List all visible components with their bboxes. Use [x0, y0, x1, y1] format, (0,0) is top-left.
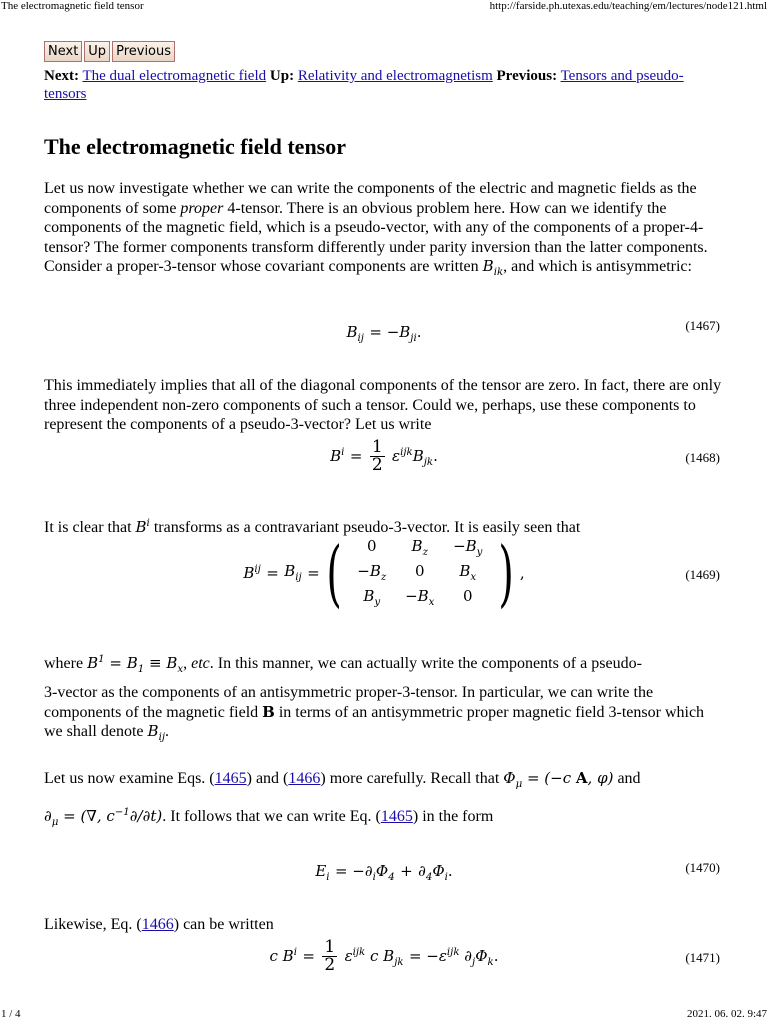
math-B-vector: B: [262, 702, 275, 721]
up-link[interactable]: Relativity and electromagnetism: [297, 68, 493, 84]
paragraph-examine: Let us now examine Eqs. (1465) and (1466) more carefully. Recall that $\Phi_\mu = (-c$ A, φ) and: [44, 769, 641, 790]
next-label: Next:: [44, 68, 79, 84]
navigation-links: [44, 67, 724, 103]
equation-1469: $B^{ij}$ = $B_{ij}$ = ( 0 $B_z$ $-B_y$ $-B_z$ 0 $B_x$ $B_y$ $-B_x$ 0 ) ,: [243, 530, 525, 615]
paragraph-examine-cont: $\partial_\mu$ = (∇, $c^{-1}\partial/\partial t$). It follows that we can write Eq. (1465) in the form: [44, 807, 494, 828]
equation-1471: c $B^i$ = $\frac{1}{2}$ $\varepsilon^{ijk}$ c $B_{jk} = -\varepsilon^{ijk}$ $\partial_j\Phi_k$.: [269, 937, 499, 975]
previous-link[interactable]: Tensors and pseudo-tensors: [44, 68, 684, 102]
page-counter: 1 / 4: [1, 1008, 21, 1020]
eq-ref-1465[interactable]: 1465: [214, 770, 247, 787]
previous-label: Previous:: [496, 68, 558, 84]
up-label: Up:: [269, 68, 295, 84]
eq-ref-1466[interactable]: 1466: [288, 770, 321, 787]
paragraph-intro: Let us now investigate whether we can write the components of the electric and magnetic fields as the components of some proper 4-tensor. There is an obvious problem here. How can we identify the components of the magnetic field, which is a pseudo-vector, with any of the components of a proper-4-tensor? The former components transform differently under parity inversion than the latter components. Consider a proper-3-tensor whose covariant components are written $B_{ik}$, and which is antisymmetric:: [44, 180, 708, 279]
print-footer: [0, 1008, 768, 1022]
equation-number-1467: (1467): [685, 318, 720, 333]
print-timestamp: 2021. 06. 02. 9:47: [686, 1008, 767, 1020]
next-link[interactable]: The dual electromagnetic field: [82, 68, 267, 84]
previous-button[interactable]: Previous: [112, 41, 175, 62]
equation-1468: $B^i$ = $\frac{1}{2}$ $\varepsilon^{ijk}B_{jk}$.: [330, 437, 438, 475]
paragraph-diagonal: This immediately implies that all of the diagonal components of the tensor are zero. In fact, there are only three independent non-zero components of such a tensor. Could we, perhaps, use these components to represent the components of a pseudo-3-vector? Let us write: [44, 377, 722, 434]
up-button[interactable]: Up: [84, 41, 110, 62]
paragraph-likewise: Likewise, Eq. (1466) can be written: [44, 916, 274, 933]
equation-1470: $E_i = -\partial_i\Phi_4 + \partial_4\Phi_i$.: [315, 862, 453, 883]
paragraph-antisymmetric: where $B^1 = B_1 \equiv B_x$, etc. In this manner, we can actually write the components of a pseudo-: [44, 654, 642, 675]
next-button[interactable]: Next: [44, 41, 82, 62]
print-header: [0, 0, 768, 14]
nav-buttons: [44, 41, 175, 62]
equation-number-1471: (1471): [685, 950, 720, 965]
header-title: The electromagnetic field tensor: [1, 0, 144, 12]
equation-number-1468: (1468): [685, 450, 720, 465]
equation-1467: $B_{ij} = -B_{ji}$.: [346, 323, 422, 344]
math-B-ik: $B_{ik}$: [482, 257, 504, 279]
equation-number-1469: (1469): [685, 567, 720, 582]
equation-number-1470: (1470): [685, 860, 720, 875]
header-url: http://farside.ph.utexas.edu/teaching/em/lectures/node121.html: [489, 0, 767, 12]
page-title: The electromagnetic field tensor: [44, 134, 347, 159]
eq-ref-1466-second[interactable]: 1466: [141, 916, 174, 933]
math-B-i: $B^i$: [135, 518, 150, 536]
paragraph-antisymmetric-cont: 3-vector as the components of an antisymmetric proper-3-tensor. In particular, we can write the components of the magnetic field B in terms of an antisymmetric proper magnetic field 3-tensor which we shall denote $B_{ij}$.: [44, 684, 705, 744]
eq-ref-1465-second[interactable]: 1465: [380, 808, 413, 825]
emphasis-proper: proper: [180, 199, 224, 217]
paragraph-contravariant: It is clear that $B^i$ transforms as a contravariant pseudo-3-vector. It is easily seen that: [44, 518, 581, 536]
